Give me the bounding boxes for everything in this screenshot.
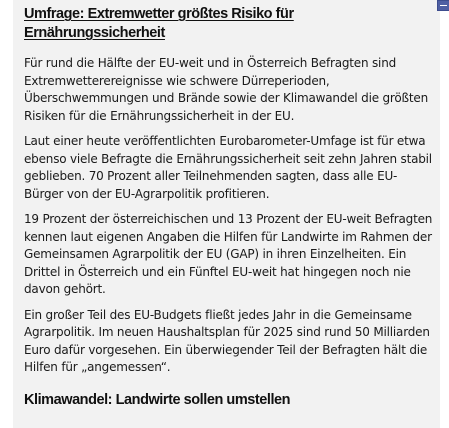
minus-icon <box>440 5 447 6</box>
section-subheading: Klimawandel: Landwirte sollen umstellen <box>24 391 291 408</box>
article-headline-link[interactable] <box>24 5 436 43</box>
collapse-button[interactable] <box>437 0 449 11</box>
article-paragraph-1: Für rund die Hälfte der EU-weit und in Österreich Befragten sind Extremwetterereignisse wie schwere Dürreperioden, Überschwemmungen und Brände sowie der Klimawandel die größten Risiken für die Ernährungssicherheit in der EU. <box>24 56 428 123</box>
article-content <box>24 5 436 410</box>
headline-line-1[interactable]: Umfrage: Extremwetter größtes Risiko für <box>24 6 294 22</box>
article-paragraph-3: 19 Prozent der österreichischen und 13 Prozent der EU-weit Befragten kennen laut eigenen Angaben die Hilfen für Landwirte im Rahmen der Gemeinsamen Agrarpolitik der EU (GAP) in ihren Einzelheiten. Ein Drittel in Österreich und ein Fünftel EU-weit hat hingegen noch nie davon gehört. <box>24 212 433 296</box>
article-paragraph-2: Laut einer heute veröffentlichten Eurobarometer-Umfage ist für etwa ebenso viele Befragte die Ernährungssicherheit seit zehn Jahren stabil geblieben. 70 Prozent aller Teilnehmenden sagten, dass alle EU-Bürger von der EU-Agrarpolitik profitieren. <box>24 134 432 201</box>
article-paragraph-4: Ein großer Teil des EU-Budgets fließt jedes Jahr in die Gemeinsame Agrarpolitik. Im neuen Haushaltsplan für 2025 sind rund 50 Milliarden Euro dafür vorgesehen. Ein überwiegender Teil der Befragten hält die Hilfen für „angemessen“. <box>24 307 430 374</box>
headline-line-2[interactable]: Ernährungssicherheit <box>24 25 165 41</box>
